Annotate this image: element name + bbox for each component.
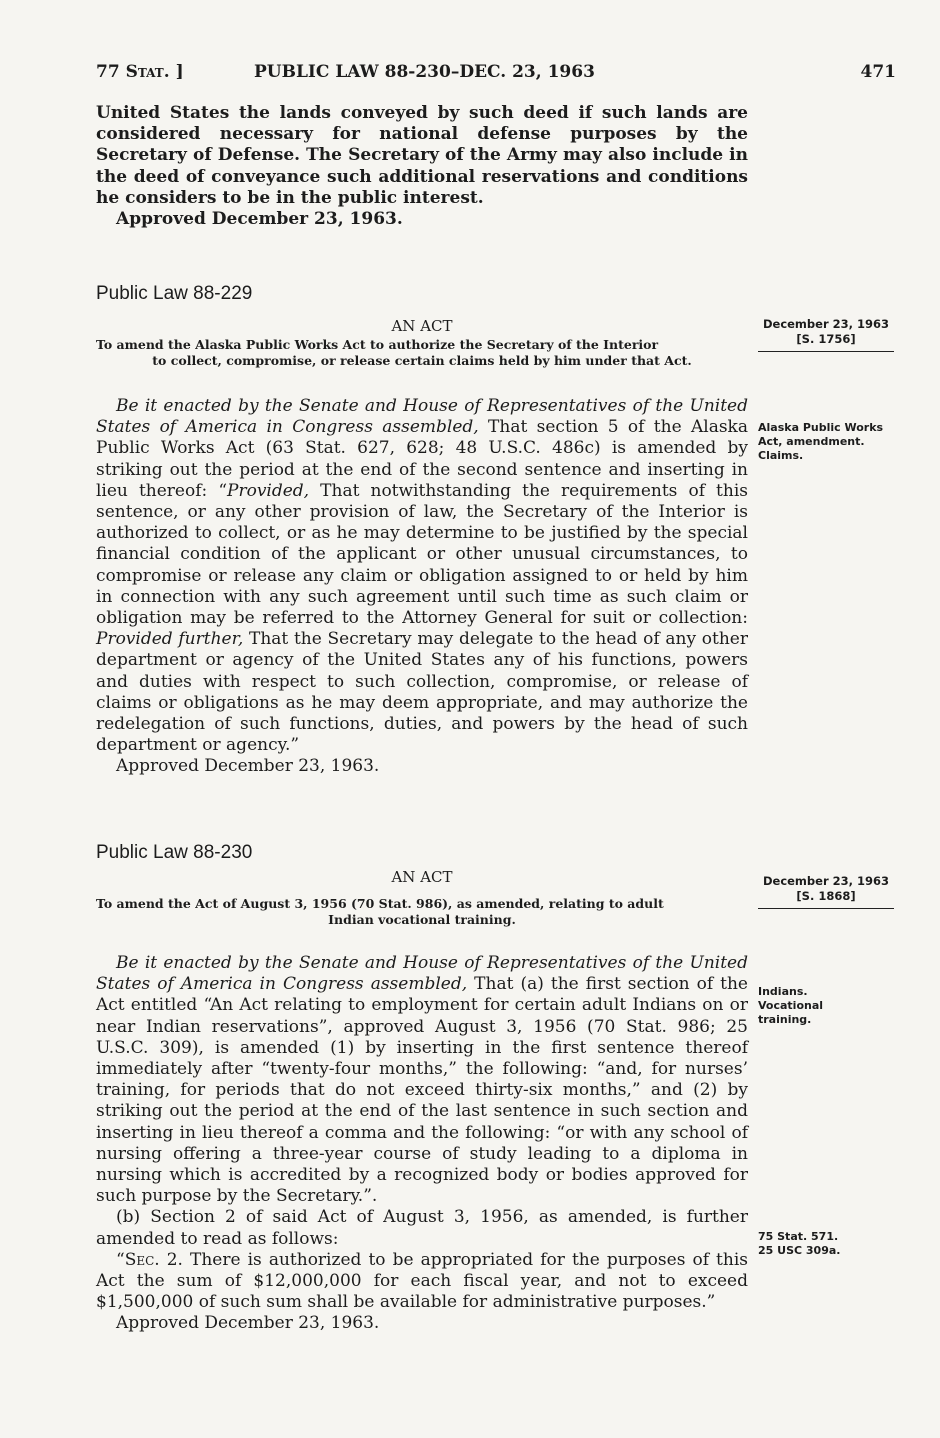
law2-margin-note-2: [758, 1230, 894, 1258]
law2-body: [96, 953, 748, 1335]
law2-sec-label: “Sec. 2.: [116, 1249, 183, 1270]
law1-proviso-1: Provided,: [227, 480, 310, 501]
law2-margin-stat: 75 Stat. 571.: [758, 1230, 839, 1243]
law2-date: December 23, 1963: [762, 874, 890, 888]
law2-an-act: AN ACT: [391, 868, 453, 886]
header-volume-number: 77: [96, 62, 120, 82]
law1-proviso-2: Provided further,: [96, 629, 244, 650]
law2-sec-2: [96, 1250, 748, 1314]
law2-section-b: (b) Section 2 of said Act of August 3, 1956, as amended, is further amended to read as follows:: [96, 1207, 748, 1249]
law2-bill: [S. 1868]: [796, 889, 856, 903]
law2-heading: Public Law 88-230: [96, 842, 253, 863]
law2-margin-usc: 25 USC 309a.: [758, 1244, 841, 1257]
law1-margin-date: [758, 317, 894, 352]
page-number: 471: [860, 62, 896, 82]
header-volume: [96, 62, 184, 82]
running-header: [96, 62, 896, 86]
law1-text-1: That section 5 of the Alaska Public Works Act (63 Stat. 627, 628; 48 U.S.C. 486c) is amended by striking out the period at the end of the second sentence and inserting in lieu thereof: “: [96, 417, 748, 501]
law2-enact-clause: Be it enacted by the Senate and House of Representatives of the United States of America in Congress assembled,: [96, 953, 748, 995]
law2-sec-text: There is authorized to be appropriated for the purposes of this Act the sum of $12,000,000 for each fiscal year, and not to exceed $1,500,000 of such sum shall be available for administrative purposes.”: [96, 1249, 749, 1313]
law1-heading: Public Law 88-229: [96, 283, 253, 304]
law2-text-a: That (a) the first section of the Act entitled “An Act relating to employment for certain adult Indians on or near Indian reservations”, approved August 3, 1956 (70 Stat. 986; 25 U.S.C. 309), is amended (1) by inserting in the first sentence thereof immediately after “twenty-four months,” the following: “and, for nurses’ training, for periods that do not exceed thirty-six months,” and (2) by striking out the period at the end of the last sentence in such section and inserting in lieu thereof a comma and the following: “or with any school of nursing offering a three-year course of study leading to a diploma in nursing which is accredited by a recognized body or bodies approved for such purpose by the Secretary.”.: [96, 974, 748, 1207]
law1-date: December 23, 1963: [762, 317, 890, 331]
law1-margin-note: Alaska Public Works Act, amendment. Claims.: [758, 421, 884, 462]
law1-title-line1: To amend the Alaska Public Works Act to authorize the Secretary of the Interior: [96, 337, 659, 352]
law1-text-2: That notwithstanding the requirements of this sentence, or any other provision of law, the Secretary of the Interior is authorized to collect, or as he may determine to be justified by the special financial condition of the applicant or other unusual circumstances, to compromise or release any claim or obligation assigned to or held by him in connection with any such agreement until such time as such claim or obligation may be referred to the Attorney General for suit or collection:: [96, 480, 749, 629]
law1-text-3: That the Secretary may delegate to the head of any other department or agency of the United States any of his functions, powers and duties with respect to such collection, compromise, or release of claims or obligations as he may deem appropriate, and may authorize the redelegation of such functions, duties, and powers by the head of such department or agency.”: [96, 629, 748, 756]
law2-approved: Approved December 23, 1963.: [116, 1313, 380, 1334]
law2-margin-date: [758, 874, 894, 909]
law1-title: [96, 337, 748, 369]
law2-section-a: [96, 953, 748, 1207]
law2-title-line1: To amend the Act of August 3, 1956 (70 Stat. 986), as amended, relating to adult: [96, 896, 664, 911]
law1-approved: Approved December 23, 1963.: [116, 756, 380, 777]
law1-title-line2: to collect, compromise, or release certain claims held by him under that Act.: [152, 353, 692, 368]
continuation-block: [96, 103, 748, 230]
continuation-text: United States the lands conveyed by such deed if such lands are considered necessary for national defense purposes by the Secretary of Defense. The Secretary of the Army may also include in the deed of conveyance such additional reservations and conditions he considers to be in the public interest.: [96, 103, 748, 208]
law1-enact-clause: Be it enacted by the Senate and House of Representatives of the United States of America in Congress assembled,: [96, 396, 748, 438]
law2-margin-note-1: Indians. Vocational training.: [758, 985, 824, 1026]
header-volume-stat: Stat. ]: [125, 62, 184, 82]
continuation-approved: Approved December 23, 1963.: [116, 209, 403, 230]
law1-body: [96, 396, 748, 778]
law1-bill: [S. 1756]: [796, 332, 856, 346]
law1-an-act: AN ACT: [391, 317, 453, 335]
law2-title-line2: Indian vocational training.: [328, 912, 516, 927]
header-title: PUBLIC LAW 88-230–DEC. 23, 1963: [254, 62, 595, 82]
law1-enactment: [96, 396, 748, 756]
law2-title: [96, 896, 748, 928]
